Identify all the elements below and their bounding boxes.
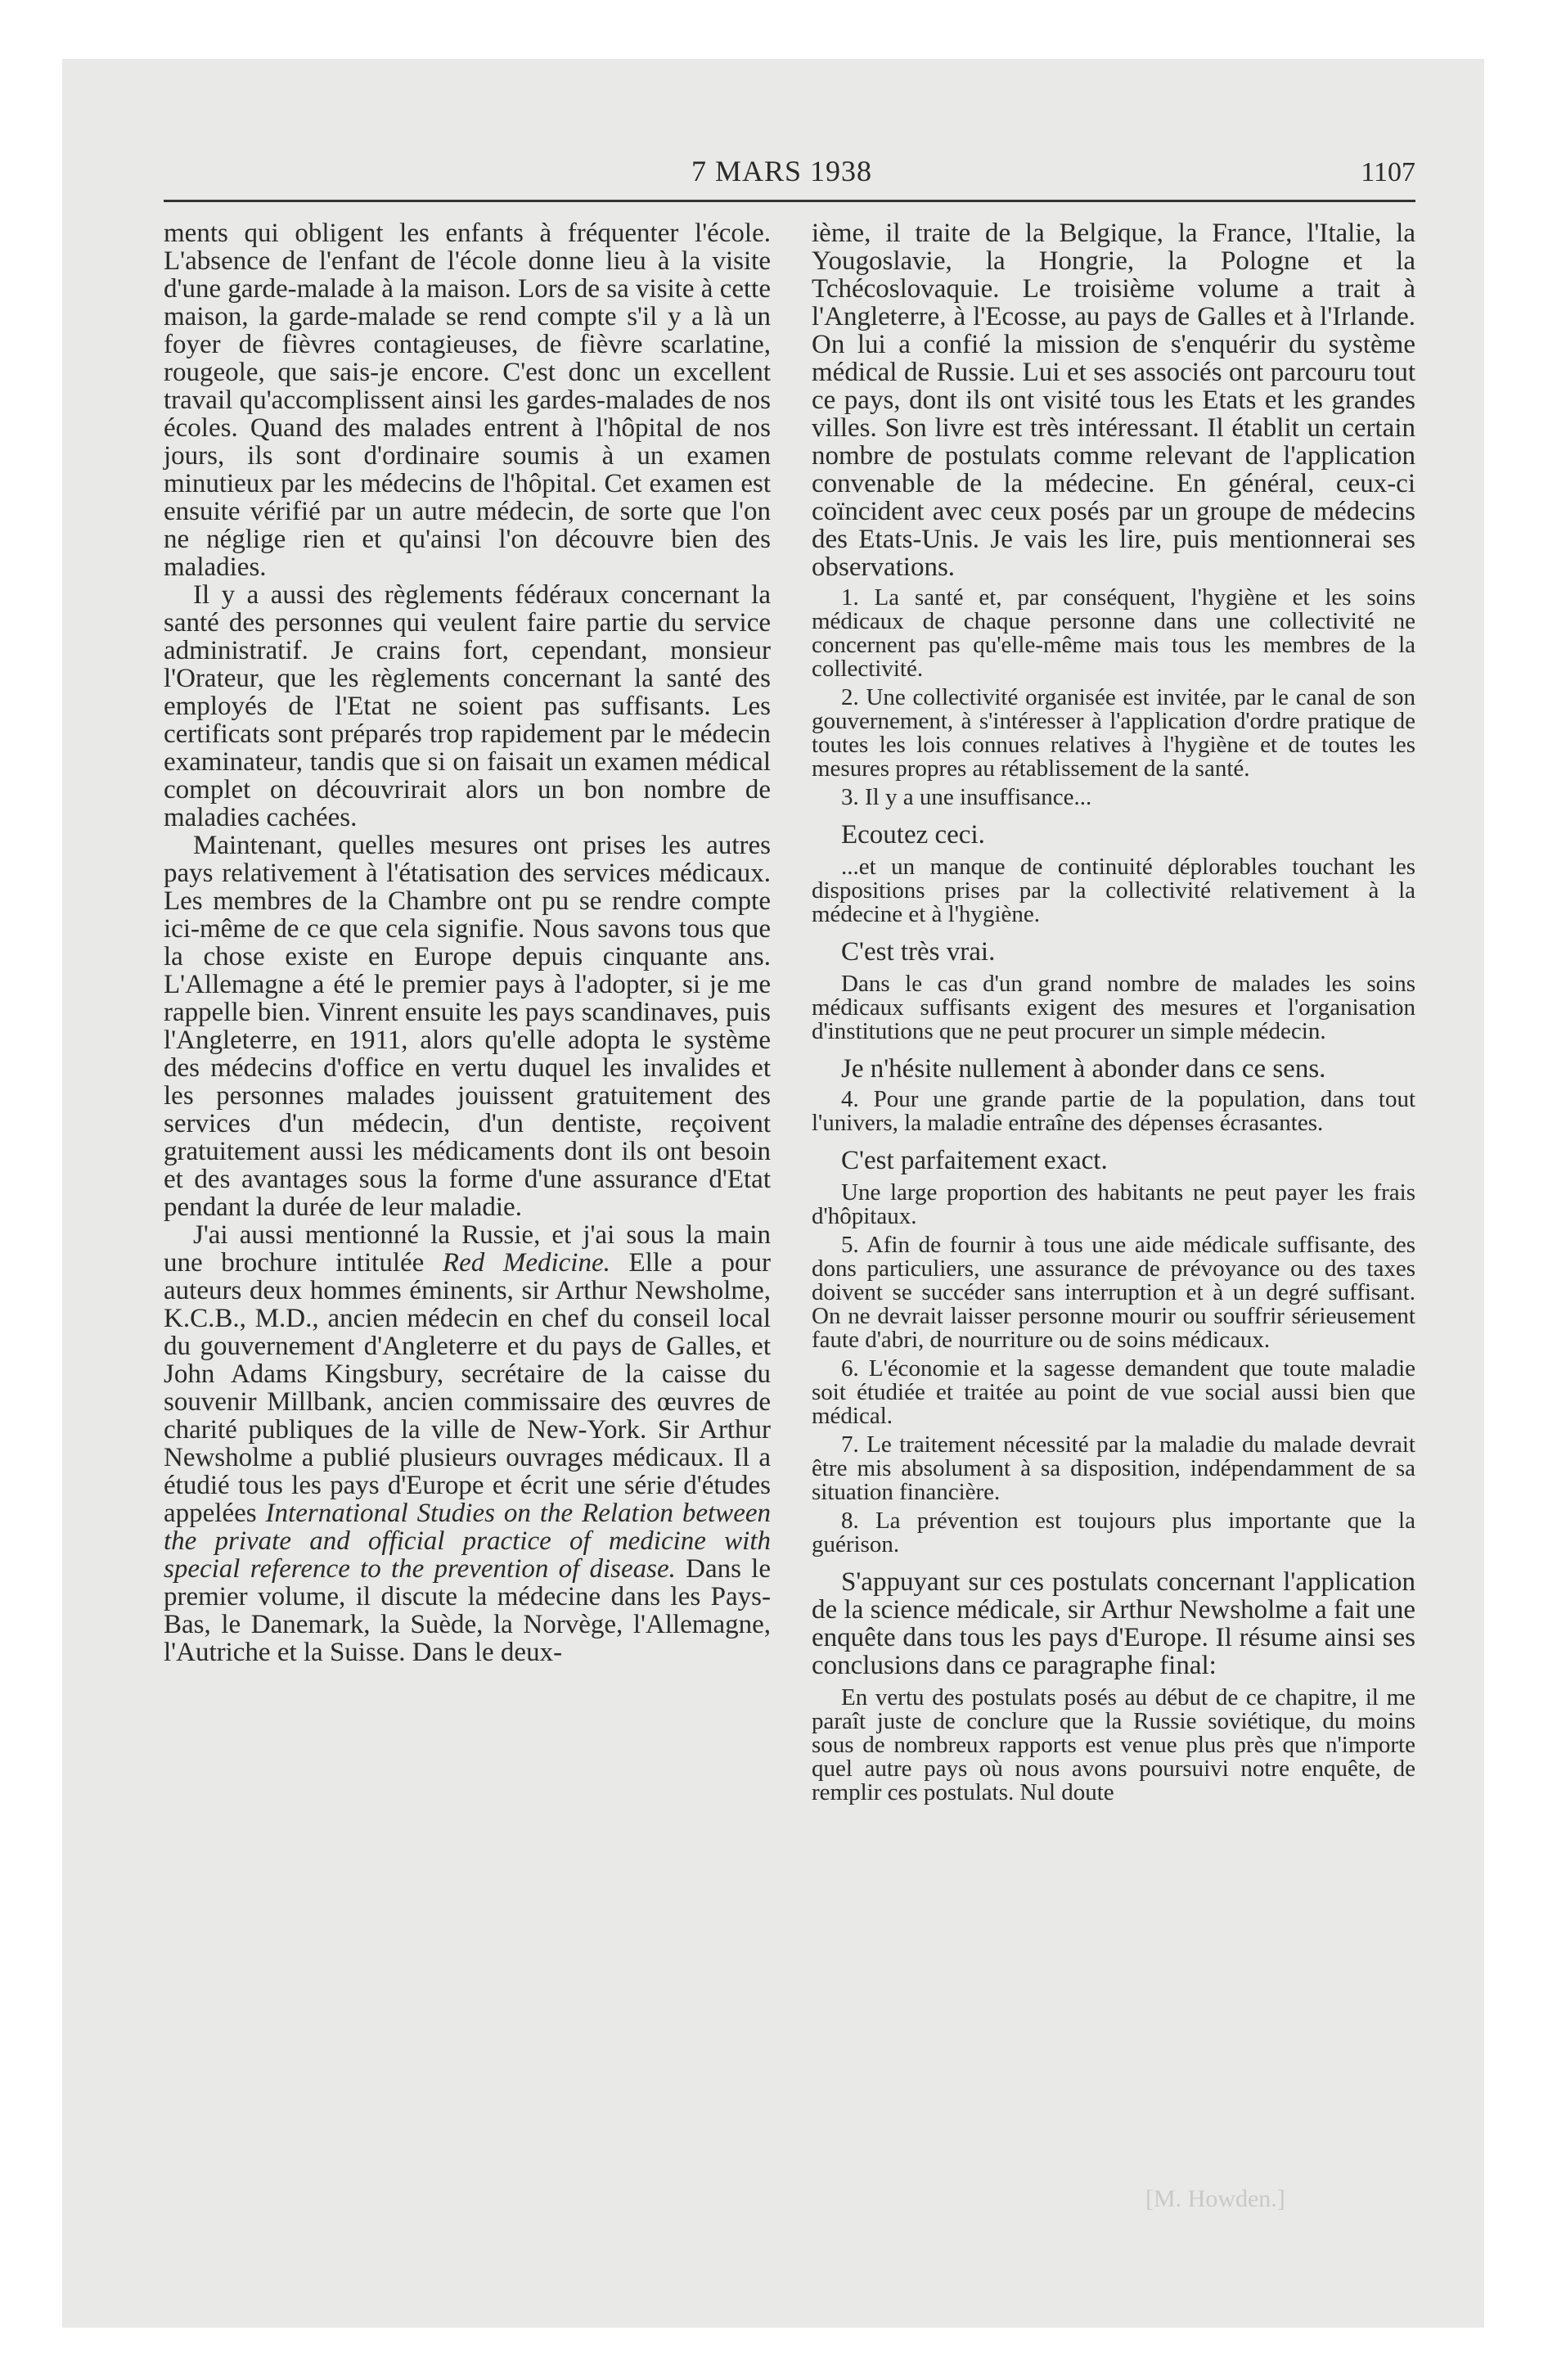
text-run: Dans le premier volume, il discute la médecine dans les Pays-Bas, le Danemark, la Suède, la Norvège, l'Allemagne, l'Autriche et la Suisse. Dans le deux- xyxy=(164,1554,771,1667)
paragraph: ième, il traite de la Belgique, la France, l'Italie, la Yougoslavie, la Hongrie, la Pologne et la Tchécoslovaquie. Le troisième volume a trait à l'Angleterre, à l'Ecosse, au pays de Galles et à l'Irlande. On lui a confié la mission de s'enquérir du système médical de Russie. Lui et ses associés ont parcouru tout ce pays, dont ils ont visité tous les Etats et les grandes villes. Son livre est très intéressant. Il établit un certain nombre de postulats comme relevant de l'application convenable de la médecine. En général, ceux-ci coïncident avec ceux posés par un groupe de médecins des Etats-Unis. Je vais les lire, puis mentionnerai ses observations. xyxy=(812,219,1415,582)
postulate-item: 1. La santé et, par conséquent, l'hygiène et les soins médicaux de chaque personne dans une collectivité ne concernent pas qu'elle-même mais tous les membres de la collectivité. xyxy=(812,584,1415,682)
series-title: International Studies on the Relation between the private and official practice of medicine with special reference to the prevention of disease. xyxy=(164,1499,771,1584)
faint-marginal-note: [M. Howden.] xyxy=(1145,2185,1285,2212)
paragraph: S'appuyant sur ces postulats concernant l'application de la science médicale, sir Arthur Newsholme a fait une enquête dans tous les pays d'Europe. Il résume ainsi ses conclusions dans ce paragraphe final: xyxy=(812,1567,1415,1680)
paragraph: Il y a aussi des règlements fédéraux concernant la santé des personnes qui veulent faire partie du service administratif. Je crains fort, cependant, monsieur l'Orateur, que les règlements concernant la santé des employés de l'Etat ne soient pas suffisants. Les certificats sont préparés trop rapidement par le médecin examinateur, tandis que si on faisait un examen médical complet on découvrirait alors un bon nombre de maladies cachées. xyxy=(164,580,771,832)
text-run: Elle a pour auteurs deux hommes éminents, sir Arthur Newsholme, K.C.B., M.D., ancien médecin en chef du conseil local du gouvernement d'Angleterre et du pays de Galles, et John Adams Kingsbury, secrétaire de la caisse du souvenir Millbank, ancien commissaire des œuvres de charité publiques de la ville de New-York. Sir Arthur Newsholme a publié plusieurs ouvrages médicaux. Il a étudié tous les pays d'Europe et écrit une série d'études appelées xyxy=(164,1248,772,1528)
quoted-text: ...et un manque de continuité déplorables touchant les dispositions prises par la collectivité relativement à la médecine et à l'hygiène. xyxy=(812,854,1415,927)
paragraph xyxy=(164,1221,771,1666)
speech-remark: C'est parfaitement exact. xyxy=(841,1146,1108,1175)
postulate-item: 2. Une collectivité organisée est invitée, par le canal de son gouvernement, à s'intéresser à l'application d'ordre pratique de toutes les lois connues relatives à l'hygiène et de toutes les mesures propres au rétablissement de la santé. xyxy=(812,684,1415,782)
quoted-text: Dans le cas d'un grand nombre de malades les soins médicaux suffisants exigent des mesures et l'organisation d'institutions que ne peut procurer un simple médecin. xyxy=(812,971,1415,1044)
postulate-item: 5. Afin de fournir à tous une aide médicale suffisante, des dons particuliers, une assurance de prévoyance ou des taxes doivent se succéder sans interruption et à un degré suffisant. On ne devrait laisser personne mourir ou souffrir sérieusement faute d'abri, de nourriture ou de soins médicaux. xyxy=(812,1232,1415,1353)
page-number: 1107 xyxy=(1361,157,1415,187)
postulate-item: 6. L'économie et la sagesse demandent que toute maladie soit étudiée et traitée au point de vue social aussi bien que médical. xyxy=(812,1355,1415,1429)
quoted-text: Une large proportion des habitants ne peut payer les frais d'hôpitaux. xyxy=(812,1179,1415,1229)
text-run: J'ai aussi mentionné la Russie, et j'ai sous la main une brochure intitulée xyxy=(164,1220,771,1278)
speech-remark: C'est très vrai. xyxy=(841,937,996,967)
quoted-text: En vertu des postulats posés au début de ce chapitre, il me paraît juste de conclure que la Russie soviétique, du moins sous de nombreux rapports est venue plus près que n'importe quel autre pays où nous avons poursuivi notre enquête, de remplir ces postulats. Nul doute xyxy=(812,1684,1415,1805)
left-column xyxy=(164,219,771,1666)
header-date: 7 MARS 1938 xyxy=(691,155,873,187)
right-column xyxy=(812,219,1415,1805)
paragraph: ments qui obligent les enfants à fréquenter l'école. L'absence de l'enfant de l'école donne lieu à la visite d'une garde-malade à la maison. Lors de sa visite à cette maison, la garde-malade se rend compte s'il y a là un foyer de fièvres contagieuses, de fièvre scarlatine, rougeole, que sais-je encore. C'est donc un excellent travail qu'accomplissent ainsi les gardes-malades de nos écoles. Quand des malades entrent à l'hôpital de nos jours, ils sont d'ordinaire soumis à un examen minutieux par les médecins de l'hôpital. Cet examen est ensuite vérifié par un autre médecin, de sorte que l'on ne néglige rien et qu'ainsi l'on découvre bien des maladies. xyxy=(164,219,771,582)
postulate-item: 8. La prévention est toujours plus importante que la guérison. xyxy=(812,1508,1415,1557)
postulate-item: 7. Le traitement nécessité par la maladie du malade devrait être mis absolument à sa disposition, indépendamment de sa situation financière. xyxy=(812,1431,1415,1505)
postulate-item: 3. Il y a une insuffisance... xyxy=(841,784,1092,810)
postulate-item: 4. Pour une grande partie de la population, dans tout l'univers, la maladie entraîne des dépenses écrasantes. xyxy=(812,1086,1415,1136)
paragraph: Maintenant, quelles mesures ont prises les autres pays relativement à l'étatisation des services médicaux. Les membres de la Chambre ont pu se rendre compte ici-même de ce que cela signifie. Nous savons tous que la chose existe en Europe depuis cinquante ans. L'Allemagne a été le premier pays à l'adopter, si je me rappelle bien. Vinrent ensuite les pays scandinaves, puis l'Angleterre, en 1911, alors qu'elle adopta le système des médecins d'office en vertu duquel les invalides et les personnes malades jouissent gratuitement des services d'un médecin, d'un dentiste, reçoivent gratuitement aussi les médicaments dont ils ont besoin et des avantages sous la forme d'une assurance d'Etat pendant la durée de leur maladie. xyxy=(164,831,771,1222)
page-header xyxy=(164,147,1415,196)
speech-remark: Je n'hésite nullement à abonder dans ce sens. xyxy=(841,1054,1326,1084)
speech-remark: Ecoutez ceci. xyxy=(841,820,985,850)
header-rule xyxy=(164,200,1415,202)
book-title: Red Medicine. xyxy=(442,1248,610,1278)
